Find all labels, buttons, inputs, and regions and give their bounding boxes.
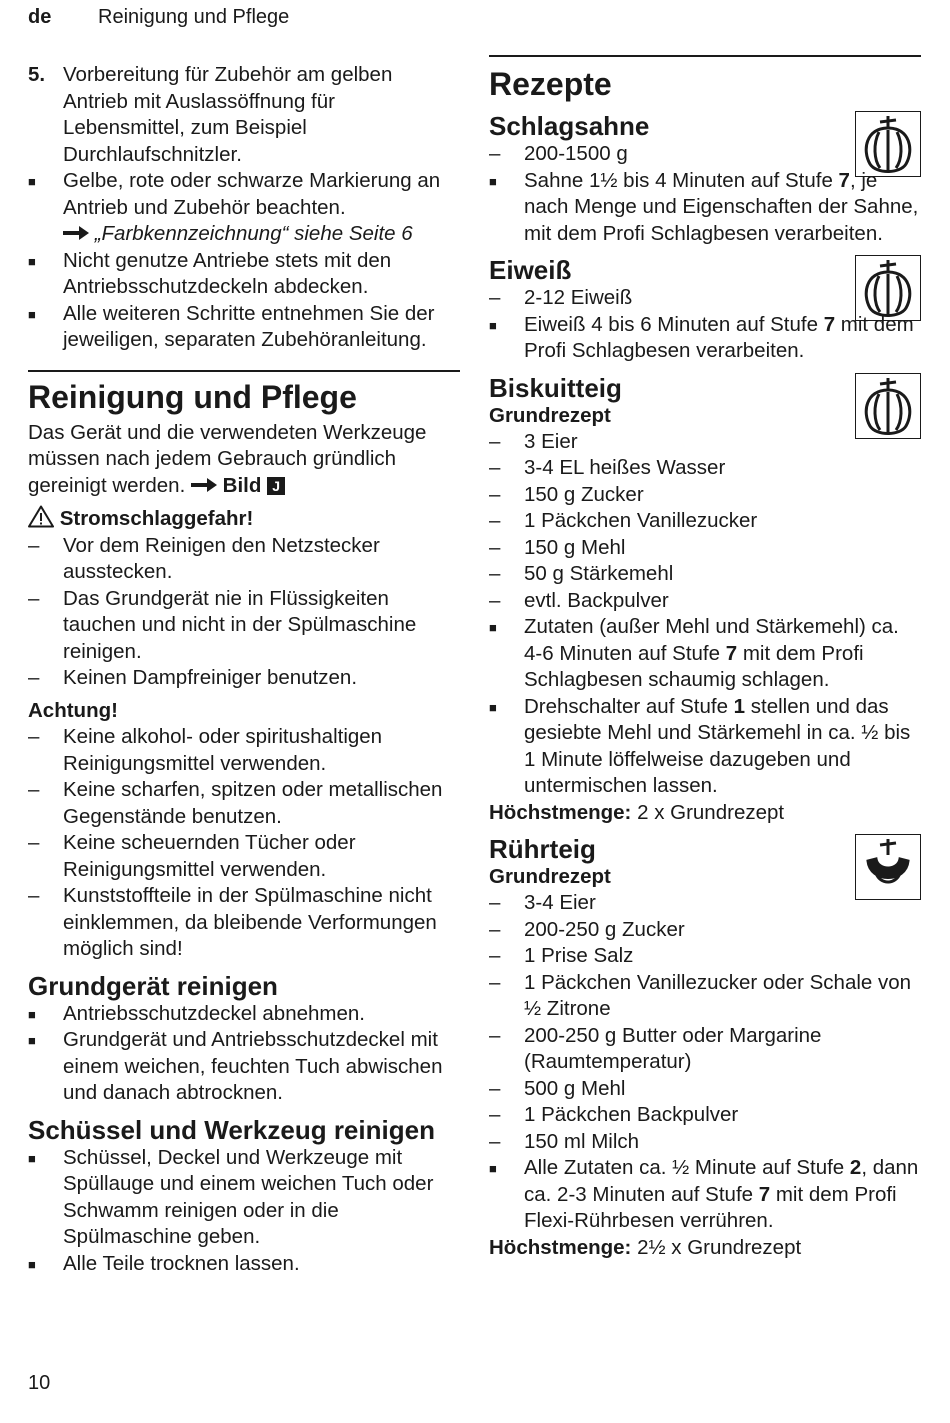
- list-item: – evtl. Backpulver: [489, 588, 669, 612]
- list-item: ■ Alle Zutaten ca. ½ Minute auf Stufe 2, dann ca. 2-3 Minuten auf Stufe 7 mit dem Profi Flexi-Rührbesen verrühren.: [489, 1156, 919, 1232]
- page-header: [28, 6, 289, 29]
- list-item: – 200-1500 g: [489, 142, 628, 165]
- list-item: – 50 g Stärkemehl: [489, 562, 674, 585]
- list-item: – 200-250 g Zucker: [489, 917, 685, 941]
- recipe-title: Eiweiß: [489, 255, 572, 285]
- bullet-square-icon: ■: [28, 174, 36, 189]
- subsection-title: Schüssel und Werkzeug reinigen: [28, 1114, 435, 1145]
- list-item: ■ Schüssel, Deckel und Werkzeuge mit Spüllauge und einem weichen Tuch oder Schwamm reinigen oder in die Spülmaschine geben.: [28, 1145, 434, 1248]
- list-item: – 1 Päckchen Vanillezucker oder Schale von ½ Zitrone: [489, 970, 912, 1020]
- list-item: ■ Drehschalter auf Stufe 1 stellen und das gesiebte Mehl und Stärkemehl in ca. ½ bis 1 Minute löffelweise dazugeben und untermischen lassen.: [489, 694, 911, 797]
- intro-paragraph: Das Gerät und die verwendeten Werkzeuge müssen nach jedem Gebrauch gründlich gereinigt werden. Bild J: [28, 420, 427, 497]
- language-code: de: [28, 6, 52, 28]
- list-item: ■ Eiweiß 4 bis 6 Minuten auf Stufe 7 mit dem Profi Schlagbesen verarbeiten.: [489, 312, 914, 362]
- list-item: ■ Nicht genutze Antriebe stets mit den Antriebsschutzdeckeln abdecken.: [28, 248, 392, 298]
- list-item: – 3 Eier: [489, 429, 578, 453]
- recipe-schlagsahne: [489, 111, 921, 247]
- list-item: – Keine scheuernden Tücher oder Reinigungsmittel verwenden.: [28, 831, 356, 881]
- recipe-biskuitteig: [489, 373, 921, 827]
- recipe-subtitle: Grundrezept: [489, 403, 611, 427]
- cleaning-section: [28, 370, 460, 963]
- header-title: Reinigung und Pflege: [98, 6, 290, 28]
- section-title: Reinigung und Pflege: [28, 378, 357, 415]
- subsection-title: Grundgerät reinigen: [28, 970, 278, 1001]
- list-item: ■ Sahne 1½ bis 4 Minuten auf Stufe 7, je nach Menge und Eigenschaften der Sahne, mit dem Profi Schlagbesen verarbeiten.: [489, 168, 919, 245]
- list-item: – 200-250 g Butter oder Margarine (Raumtemperatur): [489, 1023, 822, 1073]
- warning-triangle-icon: [28, 505, 54, 528]
- recipe-title: Schlagsahne: [489, 111, 650, 141]
- arrow-right-icon: [191, 478, 217, 492]
- arrow-right-icon: [63, 226, 89, 240]
- list-item: – 150 g Zucker: [489, 482, 644, 506]
- page-number: 10: [28, 1372, 51, 1394]
- list-item: – Keinen Dampfreiniger benutzen.: [28, 666, 358, 689]
- step-text: Vorbereitung für Zubehör am gelben Antrieb mit Auslassöffnung für Lebensmittel, zum Beispiel Durchlaufschnitzler.: [63, 63, 393, 166]
- step-5: [28, 62, 460, 168]
- list-item: – Kunststoffteile in der Spülmaschine nicht einklemmen, da bleibende Verformungen möglich sind!: [28, 884, 437, 960]
- list-item: – Vor dem Reinigen den Netzstecker ausstecken.: [28, 533, 380, 583]
- list-item: – 1 Päckchen Vanillezucker: [489, 509, 758, 532]
- section-title: Rezepte: [489, 66, 612, 102]
- list-item: – 500 g Mehl: [489, 1076, 626, 1100]
- list-item: ■ Zutaten (außer Mehl und Stärkemehl) ca. 4-6 Minuten auf Stufe 7 mit dem Profi Schlagbesen schaumig schlagen.: [489, 615, 899, 691]
- list-item: – 3-4 EL heißes Wasser: [489, 456, 726, 479]
- figure-letter-badge: J: [267, 477, 285, 495]
- recipe-ruehrteig: [489, 834, 921, 1261]
- recipe-title: Biskuitteig: [489, 372, 622, 403]
- bullet-square-icon: ■: [28, 306, 36, 322]
- cross-reference: [28, 221, 460, 248]
- list-item: – 150 g Mehl: [489, 535, 626, 559]
- list-item: – 150 ml Milch: [489, 1129, 640, 1153]
- warning-heading: Stromschlaggefahr!: [28, 505, 460, 533]
- list-item: – Keine alkohol- oder spiritushaltigen Reinigungsmittel verwenden.: [28, 725, 383, 775]
- list-item: – 1 Päckchen Backpulver: [489, 1103, 739, 1126]
- list-item: – Das Grundgerät nie in Flüssigkeiten tauchen und nicht in der Spülmaschine reinigen.: [28, 586, 417, 663]
- reference-text: „Farbkennzeichnung“ siehe Seite 6: [94, 222, 413, 245]
- recipe-title: Rührteig: [489, 834, 596, 864]
- list-item: ■ Gelbe, rote oder schwarze Markierung an Antrieb und Zubehör beachten.: [28, 169, 441, 219]
- list-item: ■ Grundgerät und Antriebsschutzdeckel mit einem weichen, feuchten Tuch abwischen und danach abtrocknen.: [28, 1028, 443, 1104]
- attention-heading: Achtung!: [28, 698, 118, 722]
- bullet-square-icon: ■: [28, 253, 36, 269]
- max-quantity: Höchstmenge: 2½ x Grundrezept: [489, 1235, 802, 1259]
- list-item: – 1 Prise Salz: [489, 944, 634, 967]
- list-item: ■ Alle weiteren Schritte entnehmen Sie der jeweiligen, separaten Zubehöranleitung.: [28, 301, 435, 351]
- figure-reference: Bild: [222, 473, 262, 497]
- list-item: – Keine scharfen, spitzen oder metallischen Gegenstände benutzen.: [28, 778, 443, 828]
- list-item: ■ Alle Teile trocknen lassen.: [28, 1251, 300, 1275]
- list-item: – 2-12 Eiweiß: [489, 286, 633, 309]
- right-column: [489, 55, 921, 1261]
- max-quantity: Höchstmenge: 2 x Grundrezept: [489, 800, 785, 824]
- step-number: 5.: [28, 63, 46, 86]
- list-item: – 3-4 Eier: [489, 891, 596, 914]
- left-column: [28, 62, 460, 1277]
- recipe-subtitle: Grundrezept: [489, 865, 611, 888]
- list-item: ■ Antriebsschutzdeckel abnehmen.: [28, 1001, 365, 1025]
- recipe-eiweiss: [489, 255, 921, 365]
